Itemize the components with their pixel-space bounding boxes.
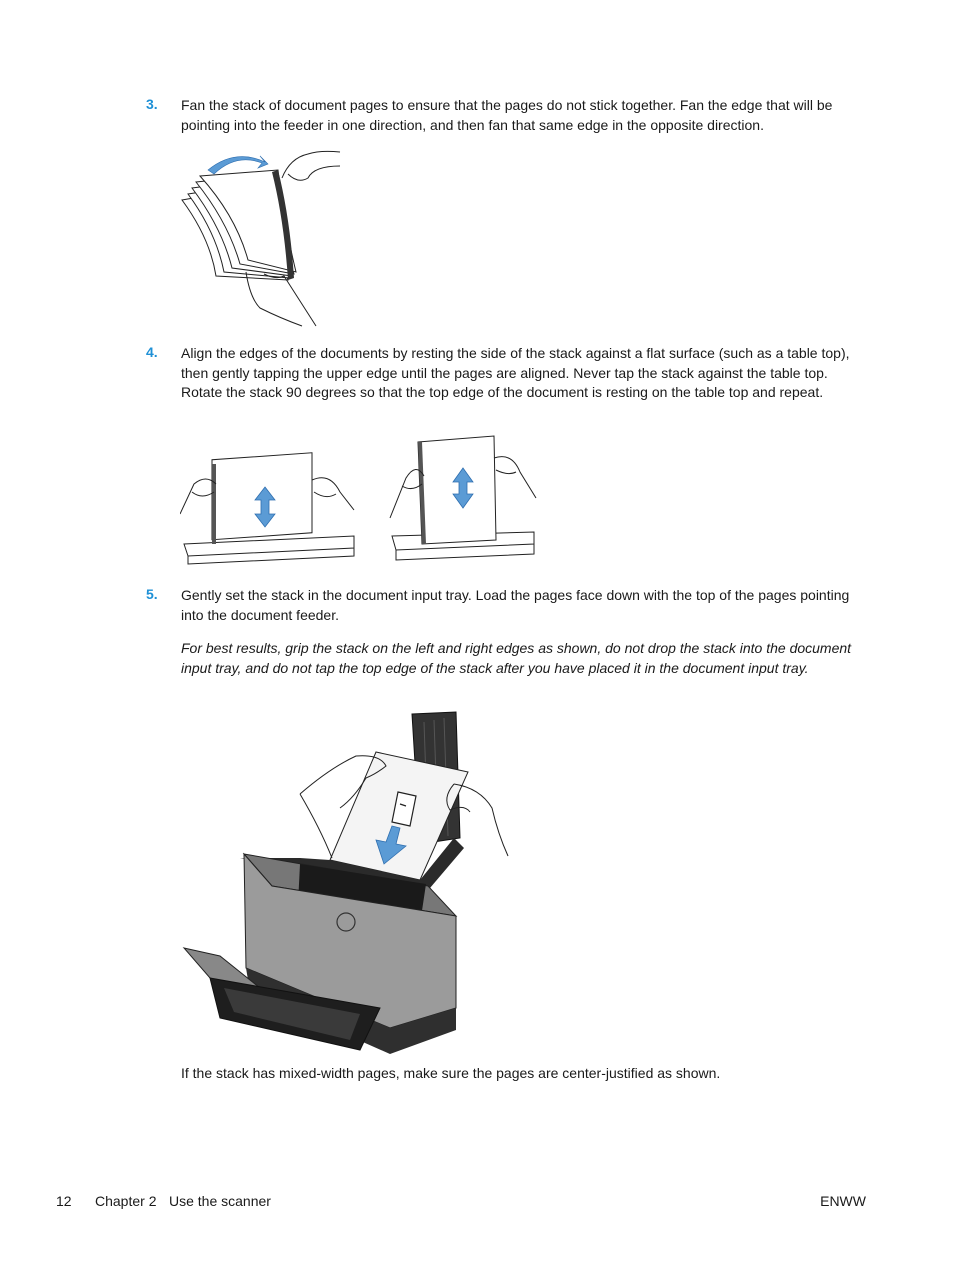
- step-3-text: Fan the stack of document pages to ensure that the pages do not stick together. Fan the edge that will be pointing into the feeder in one direction, and then fan that same edge in the opposite direction.: [181, 97, 833, 133]
- footer-chapter-title: Use the scanner: [169, 1193, 271, 1209]
- step-3-number: 3.: [146, 96, 158, 112]
- align-stack-landscape-illustration: [180, 452, 360, 570]
- step-4-text: Align the edges of the documents by resting the side of the stack against a flat surface (such as a table top), then gently tapping the upper edge until the pages are aligned. Never tap the stack against the table top. Rotate the stack 90 degrees so that the top edge of the document is resting on the table top and repeat.: [181, 345, 850, 400]
- step-5-note: For best results, grip the stack on the left and right edges as shown, do not drop the stack into the document input tray, and do not tap the top edge of the stack after you have placed it in the document input tray.: [181, 640, 852, 676]
- step-5-text: Gently set the stack in the document input tray. Load the pages face down with the top of the pages pointing into the document feeder.: [181, 587, 850, 623]
- footer-chapter: Chapter 2: [95, 1193, 157, 1209]
- step-4-number: 4.: [146, 344, 158, 360]
- fan-pages-illustration: [180, 148, 350, 328]
- align-stack-portrait-illustration: [388, 432, 538, 570]
- footer-right-label: ENWW: [820, 1193, 866, 1209]
- closing-text: If the stack has mixed-width pages, make sure the pages are center-justified as shown.: [181, 1065, 721, 1081]
- footer-page-number: 12: [56, 1193, 72, 1209]
- step-5-number: 5.: [146, 586, 158, 602]
- scanner-loading-illustration: [180, 708, 510, 1062]
